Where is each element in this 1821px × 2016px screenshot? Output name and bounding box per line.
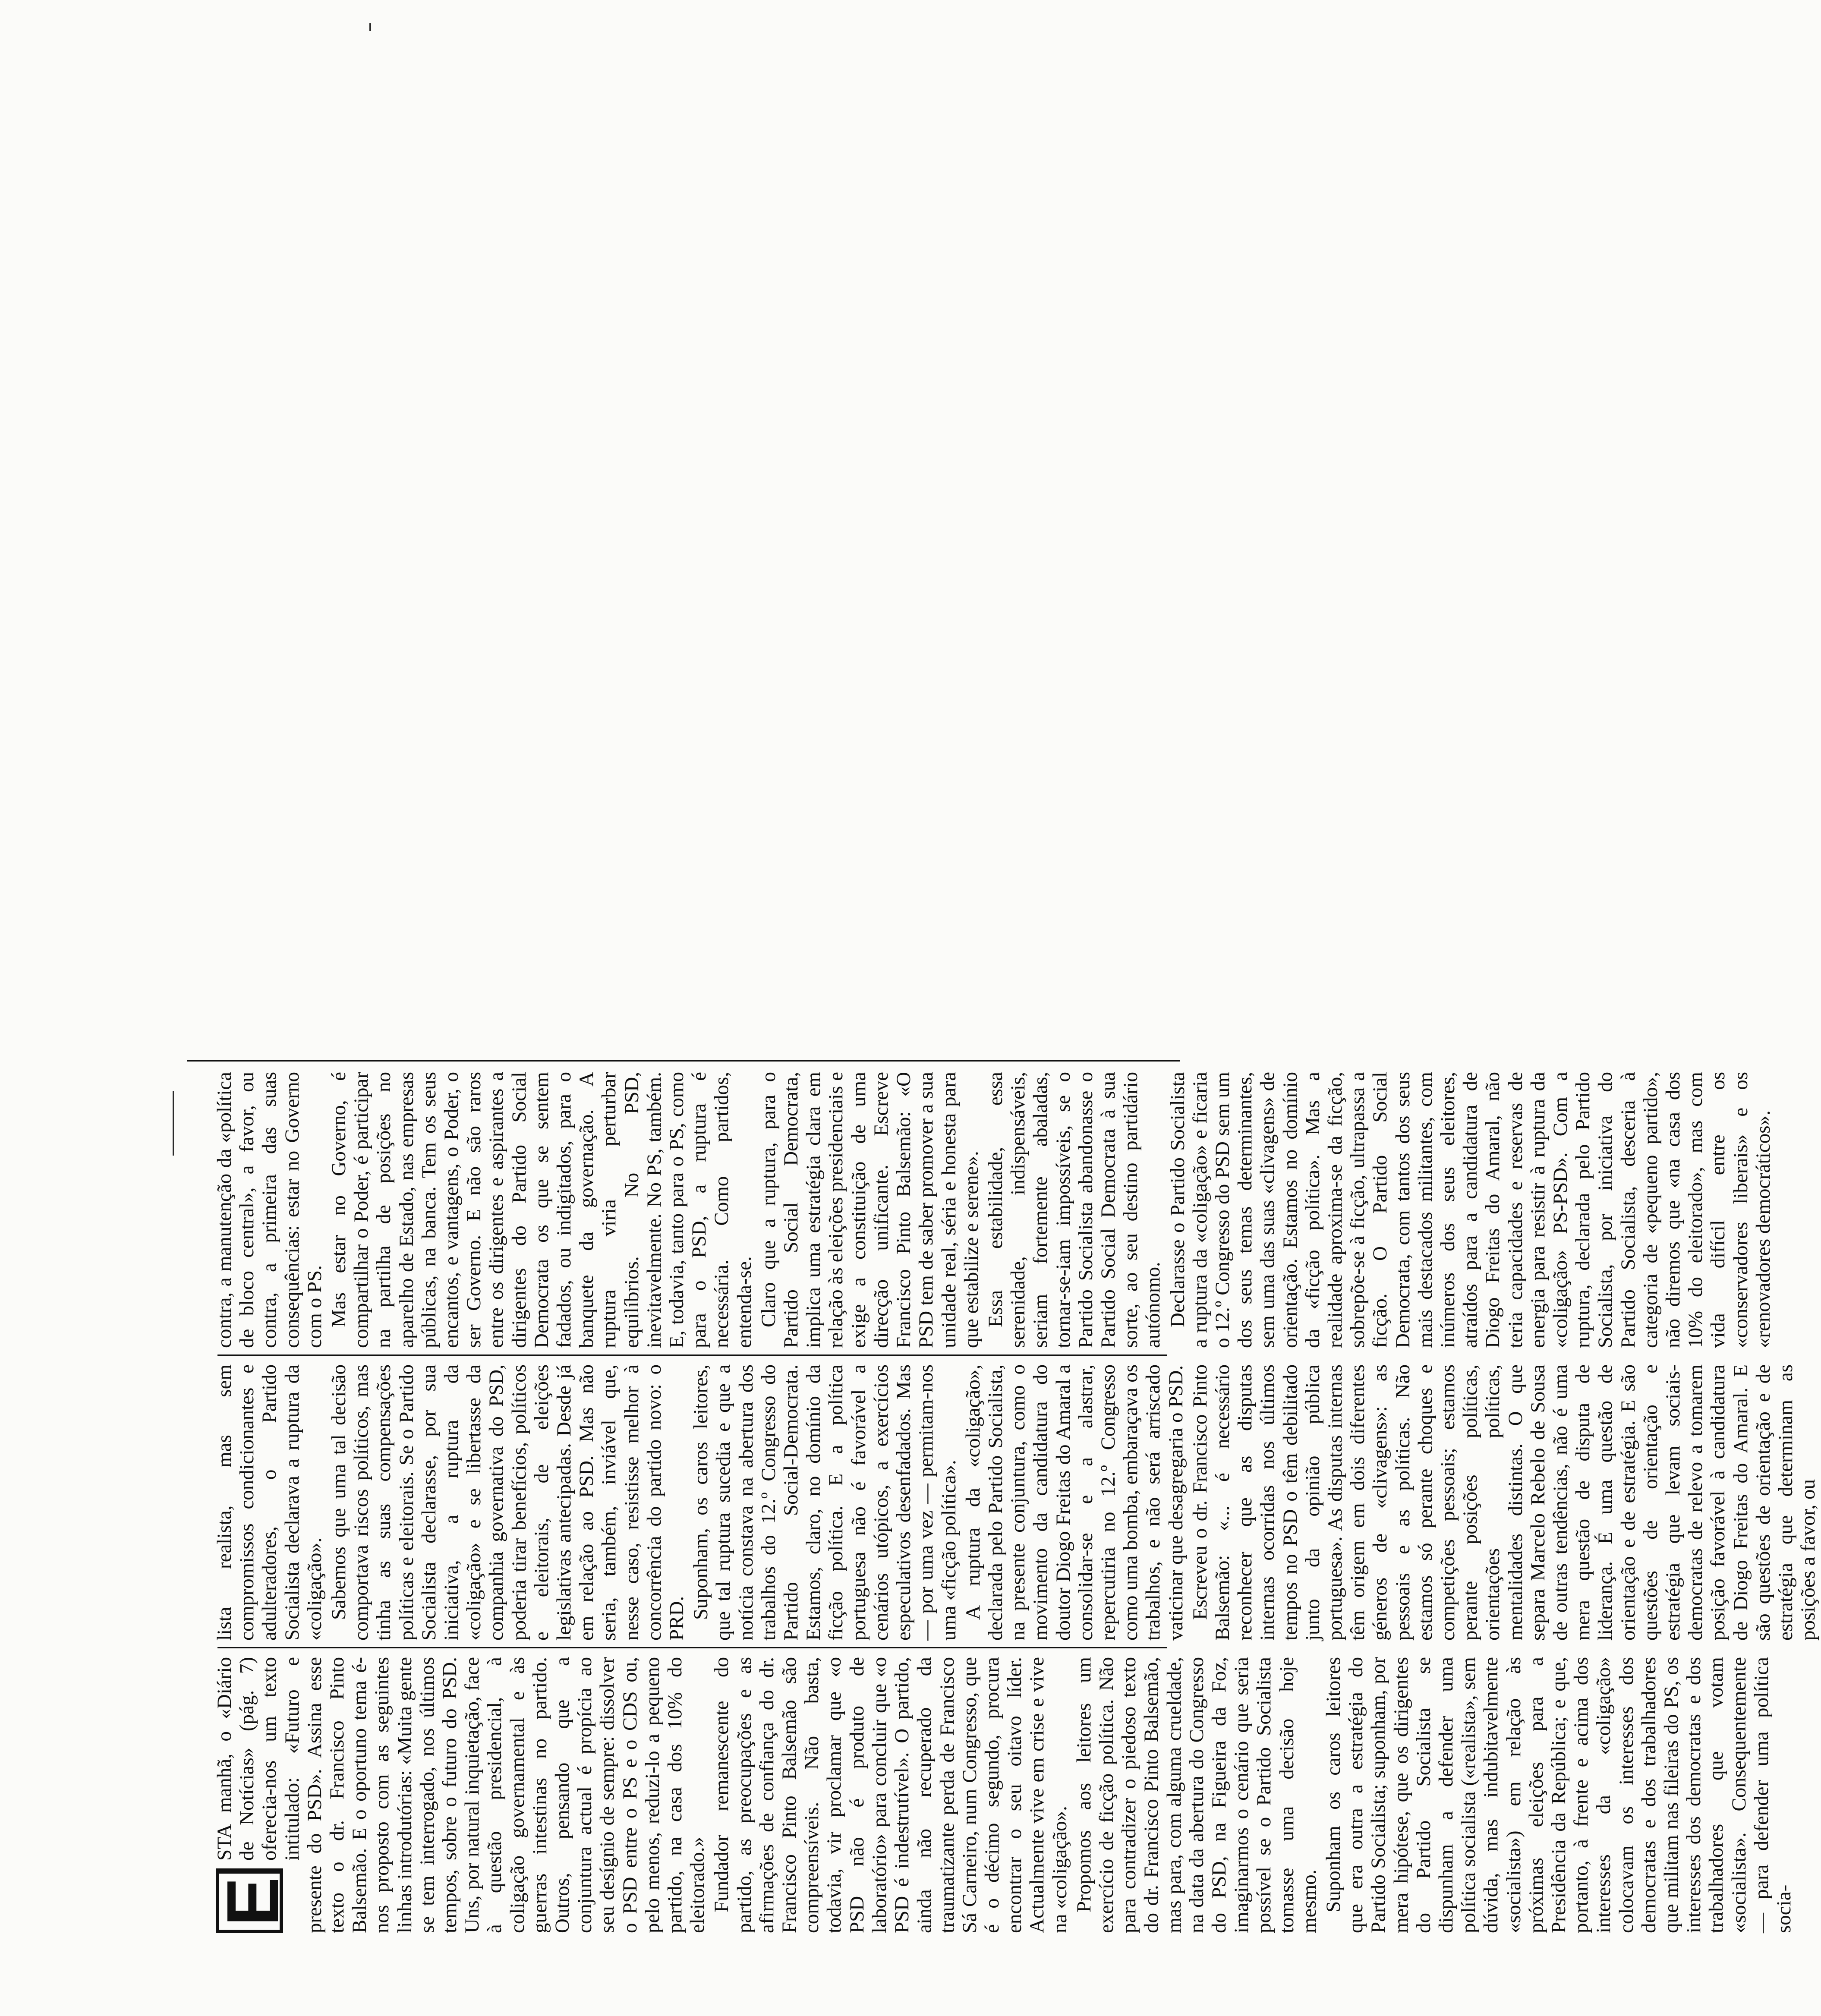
column-divider [217, 1647, 1167, 1648]
paragraph: Propomos aos leitores um exercício de ficção política. Não para contradizer o piedoso texto do dr. Francisco Pinto Balsemão, mas para, com alguma crueldade, na data da abertura do Congresso do PSD, na Figueira da Foz, imaginarmos o cenário que seria possível se o Partido Socialista tomasse uma decisão hoje mesmo. [1072, 1657, 1320, 1933]
paragraph: Claro que a ruptura, para o Partido Social Democrata, implica uma estratégia clara em relação às eleições presidenciais e exige a constituição de uma direcção unificante. Escreve Francisco Pinto Balsemão: «O PSD tem de saber promover a sua unidade real, séria e honesta para que estabilize e serene». [757, 1072, 983, 1348]
paragraph: A ruptura da «coligação», declarada pelo Partido Socialista, na presente conjuntura, como o movimento da candidatura do doutor Diogo Freitas do Amaral a consolidar-se e a alastrar, repercutiria no 12.º Congresso como uma bomba, embaraçava os trabalhos, e não será arriscado vaticinar que desagregaria o PSD. [961, 1364, 1187, 1641]
column-divider [217, 1354, 1167, 1356]
paragraph: Fundador remanescente do partido, as preocupações e as afirmações de confiança do dr. Francisco Pinto Balsemão são compreensíveis. Não basta, todavia, vir proclamar que «o PSD não é produto de laboratório» para concluir que «o PSD é indestrutível». O partido, ainda não recuperado da traumatizante perda de Francisco Sá Carneiro, num Congresso, que é o décimo segundo, procura encontrar o seu oitavo líder. Actualmente vive em crise e vive na «coligação». [710, 1657, 1071, 1933]
paragraph: lista realista, mas sem compromissos condicionantes e adulteradores, o Partido Socialista declarava a ruptura da «coligação». [213, 1364, 326, 1641]
paragraph: contra, a manutenção da «política de bloco central», a favor, ou contra, a primeira das suas consequências: estar no Governo com o PS. [213, 1072, 326, 1348]
paragraph: Sabemos que uma tal decisão comportava riscos políticos, mas tinha as suas compensações políticas e eleitorais. Se o Partido Socialista declarasse, por sua iniciativa, a ruptura da «coligação» e se libertasse da companhia governativa do PSD, poderia tirar benefícios, políticos e eleitorais, de eleições legislativas antecipadas. Desde já em relação ao PSD. Mas não seria, também, inviável que, nesse caso, resistisse melhor à concorrência do partido novo: o PRD. [328, 1364, 688, 1641]
article-column-3 [213, 1072, 1776, 1348]
paragraph: Suponham os caros leitores que era outra a estratégia do Partido Socialista; suponham, por mera hipótese, que os dirigentes do Partido Socialista se dispunham a defender uma política socialista («realista», sem dúvida, mas indubitavelmente «socialista») em relação às próximas eleições para a Presidência da República; e que, portanto, à frente e acima dos interesses da «coligação» colocavam os interesses dos democratas e dos trabalhadores que militam nas fileiras do PS, os interesses dos democratas e dos trabalhadores que votam «socialista». Consequentemente — para defender uma política socia- [1322, 1657, 1796, 1933]
paragraph: Suponham, os caros leitores, que tal ruptura sucedia e que a notícia constava na abertura dos trabalhos do 12.º Congresso do Partido Social-Democrata. Estamos, claro, no domínio da ficção política. E a política portuguesa não é favorável a cenários utópicos, a exercícios especulativos desenfadados. Mas — por uma vez — permitam-nos uma «ficção política». [690, 1364, 960, 1641]
paragraph: Declarasse o Partido Socialista a ruptura da «coligação» e ficaria o 12.º Congresso do PSD sem um dos seus temas determinantes, sem uma das suas «clivagens» de orientação. Estamos no domínio da «ficção política». Mas a realidade aproxima-se da ficção, sobrepõe-se à ficção, ultrapassa a ficção. O Partido Social Democrata, com tantos dos seus mais destacados militantes, com inúmeros dos seus eleitores, atraídos para a candidatura de Diogo Freitas do Amaral, não teria capacidades e reservas de energia para resistir à ruptura da «coligação» PS-PSD». Com a ruptura, declarada pelo Partido Socialista, por iniciativa do Partido Socialista, desceria à categoria de «pequeno partido», não diremos que «na casa dos 10% do eleitorado», mas com vida difícil entre os «conservadores liberais» e os «renovadores democráticos». [1166, 1072, 1774, 1348]
paragraph: Escreveu o dr. Francisco Pinto Balsemão: «... é necessário reconhecer que as disputas internas ocorridas nos últimos tempos no PSD o têm debilitado junto da opinião pública portuguesa». As disputas internas têm origem em dois diferentes géneros de «clivagens»: as pessoais e as políticas. Não estamos só perante choques e competições pessoais; estamos perante posições políticas, orientações políticas, mentalidades distintas. O que separa Marcelo Rebelo de Sousa de outras tendências, não é uma mera questão de disputa de liderança. É uma questão de orientação e de estratégia. E são questões de orientação e estratégia que levam sociais-democratas de relevo a tomarem posição favorável à candidatura de Diogo Freitas do Amaral. E são questões de orientação e de estratégia que determinam as posições a favor, ou [1188, 1364, 1820, 1641]
article-column-2 [213, 1364, 1821, 1641]
paragraph: Mas estar no Governo, é compartilhar o Poder, é participar na partilha de posições no aparelho de Estado, nas empresas públicas, na banca. Tem os seus encantos, e vantagens, o Poder, o ser Governo. E não são raros entre os dirigentes e aspirantes a dirigentes do Partido Social Democrata os que se sentem fadados, ou indigitados, para o banquete da governação. A ruptura viria perturbar equilíbrios. No PSD, inevitavelmente. No PS, também. E, todavia, tanto para o PS, como para o PSD, a ruptura é necessária. Como partidos, entenda-se. [328, 1072, 756, 1348]
scan-mark-top [369, 23, 371, 31]
rotated-newspaper-page [161, 35, 1820, 1950]
page-edge-rule [187, 1060, 1180, 1062]
article-column-1 [213, 1657, 1797, 1933]
drop-cap-letter: E [216, 1868, 283, 1933]
paragraph: Essa estabilidade, essa serenidade, indispensáveis, seriam fortemente abaladas, tornar-se-iam impossíveis, se o Partido Socialista abandonasse o Partido Social Democrata à sua sorte, ao seu destino partidário autónomo. [984, 1072, 1165, 1348]
paragraph: STA manhã, o «Diário de Notícias» (pág. 7) oferecia-nos um texto intitulado: «Futuro e presente do PSD». Assina esse texto o dr. Francisco Pinto Balsemão. E o oportuno tema é-nos proposto com as seguintes linhas introdutórias: «Muita gente se tem interrogado, nos últimos tempos, sobre o futuro do PSD. Uns, por natural inquietação, face à questão presidencial, à coligação governamental e às guerras intestinas no partido. Outros, pensando que a conjuntura actual é propícia ao seu desígnio de sempre: dissolver o PSD entre o PS e o CDS ou, pelo menos, reduzi-lo a pequeno partido, na casa dos 10% do eleitorado.» [213, 1657, 709, 1933]
